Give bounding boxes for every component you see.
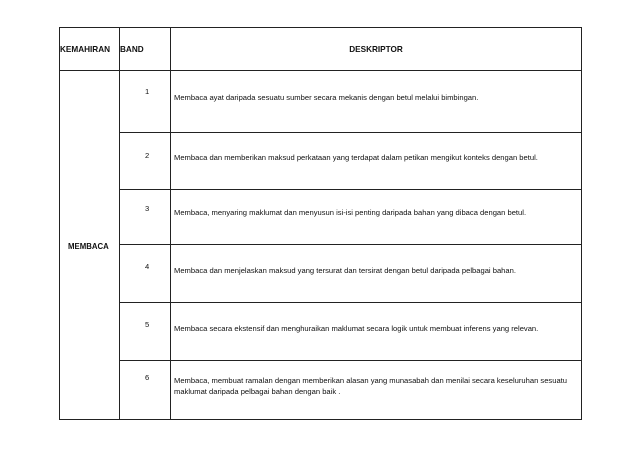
rubric-table [59, 27, 582, 420]
descriptor-cell: Membaca ayat daripada sesuatu sumber secara mekanis dengan betul melalui bimbingan. [171, 71, 582, 133]
header-band: BAND [120, 28, 171, 71]
band-cell: 4 [120, 245, 171, 303]
table-row [60, 303, 582, 361]
table-row [60, 245, 582, 303]
header-descriptor: DESKRIPTOR [171, 28, 582, 71]
descriptor-cell: Membaca dan memberikan maksud perkataan yang terdapat dalam petikan mengikut konteks dengan betul. [171, 133, 582, 190]
band-cell: 2 [120, 133, 171, 190]
table-row [60, 133, 582, 190]
descriptor-cell: Membaca, membuat ramalan dengan memberikan alasan yang munasabah dan menilai secara keseluruhan sesuatu maklumat daripada pelbagai bahan dengan baik . [171, 361, 582, 420]
band-cell: 3 [120, 190, 171, 245]
header-row [60, 28, 582, 71]
skill-cell [60, 71, 120, 420]
band-cell: 6 [120, 361, 171, 420]
table-row [60, 190, 582, 245]
descriptor-cell: Membaca, menyaring maklumat dan menyusun isi-isi penting daripada bahan yang dibaca dengan betul. [171, 190, 582, 245]
skill-label: MEMBACA [68, 241, 109, 251]
header-skill: KEMAHIRAN [60, 28, 120, 71]
descriptor-cell: Membaca dan menjelaskan maksud yang tersurat dan tersirat dengan betul daripada pelbagai bahan. [171, 245, 582, 303]
table-row [60, 361, 582, 420]
band-cell: 1 [120, 71, 171, 133]
band-cell: 5 [120, 303, 171, 361]
descriptor-cell: Membaca secara ekstensif dan menghuraikan maklumat secara logik untuk membuat inferens yang relevan. [171, 303, 582, 361]
table-row [60, 71, 582, 133]
